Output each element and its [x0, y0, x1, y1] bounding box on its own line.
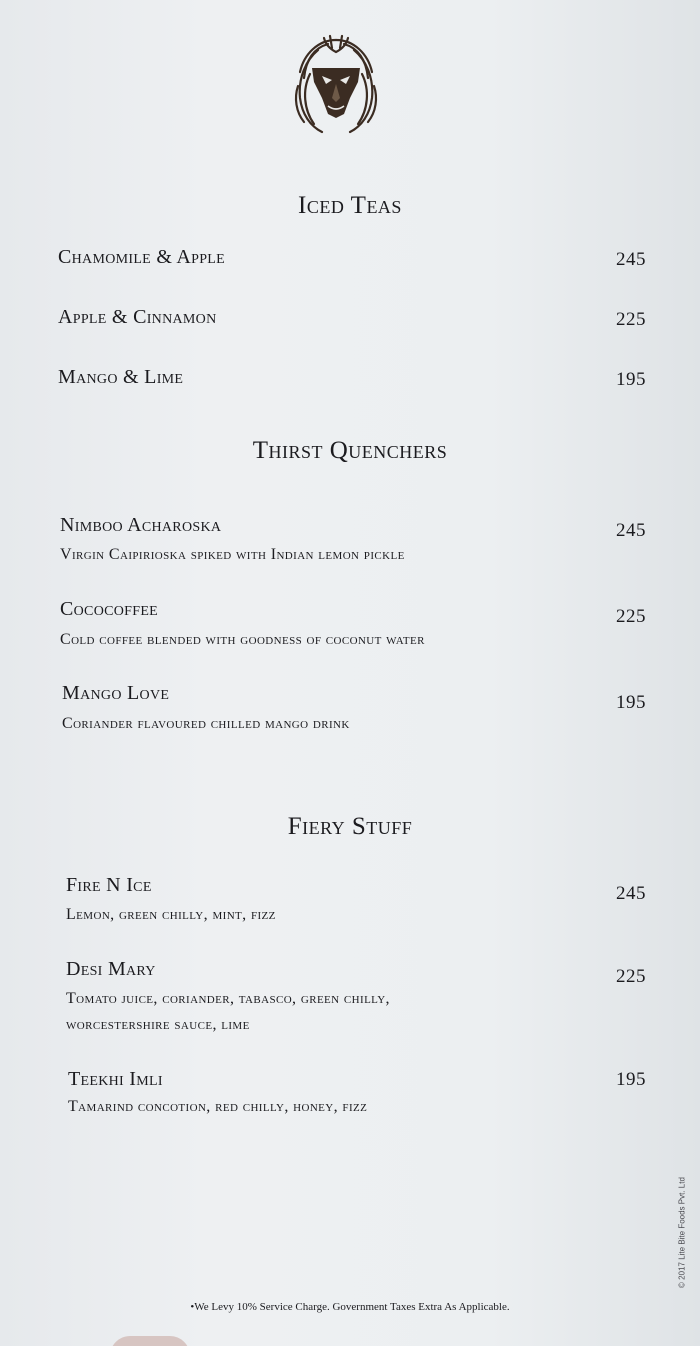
item-price: 245: [616, 520, 646, 541]
item-name-apple-cinnamon: Apple & Cinnamon: [58, 306, 217, 328]
item-price: 245: [616, 883, 646, 904]
lion-head-icon: [288, 34, 384, 136]
item-description: Cold coffee blended with goodness of coconut water: [60, 631, 425, 648]
item-price: 225: [616, 966, 646, 987]
item-description: Tamarind concotion, red chilly, honey, fizz: [68, 1098, 368, 1115]
section-title-thirst-quenchers: Thirst Quenchers: [252, 437, 448, 464]
item-price: 225: [616, 309, 646, 330]
item-name-nimboo-acharoska: Nimboo Acharoska: [60, 514, 222, 536]
item-description: Coriander flavoured chilled mango drink: [62, 715, 350, 732]
item-description: Lemon, green chilly, mint, fizz: [66, 906, 276, 923]
copyright-text: © 2017 Lite Bite Foods Pvt. Ltd: [677, 1177, 687, 1288]
section-title-fiery-stuff: Fiery Stuff: [287, 813, 413, 840]
item-name-mango-love: Mango Love: [62, 682, 170, 704]
item-name-desi-mary: Desi Mary: [66, 958, 156, 980]
service-charge-note: •We Levy 10% Service Charge. Government Taxes Extra As Applicable.: [190, 1301, 510, 1313]
item-name-cococoffee: Cococoffee: [60, 598, 159, 620]
photo-edge: [110, 1336, 190, 1346]
item-name-teekhi-imli: Teekhi Imli: [68, 1068, 163, 1090]
item-description: Virgin Caipirioska spiked with Indian lemon pickle: [60, 546, 405, 563]
item-price: 225: [616, 606, 646, 627]
item-price: 195: [616, 369, 646, 390]
item-name-mango-lime: Mango & Lime: [58, 366, 184, 388]
item-price: 195: [616, 692, 646, 713]
item-price: 245: [616, 249, 646, 270]
item-description-line-2: worcestershire sauce, lime: [66, 1016, 250, 1033]
item-name-chamomile-apple: Chamomile & Apple: [58, 246, 226, 268]
item-description: Tomato juice, coriander, tabasco, green chilly,: [66, 990, 390, 1007]
item-name-fire-n-ice: Fire N Ice: [66, 874, 152, 896]
item-price: 195: [616, 1069, 646, 1090]
section-title-iced-teas: Iced Teas: [298, 192, 402, 219]
